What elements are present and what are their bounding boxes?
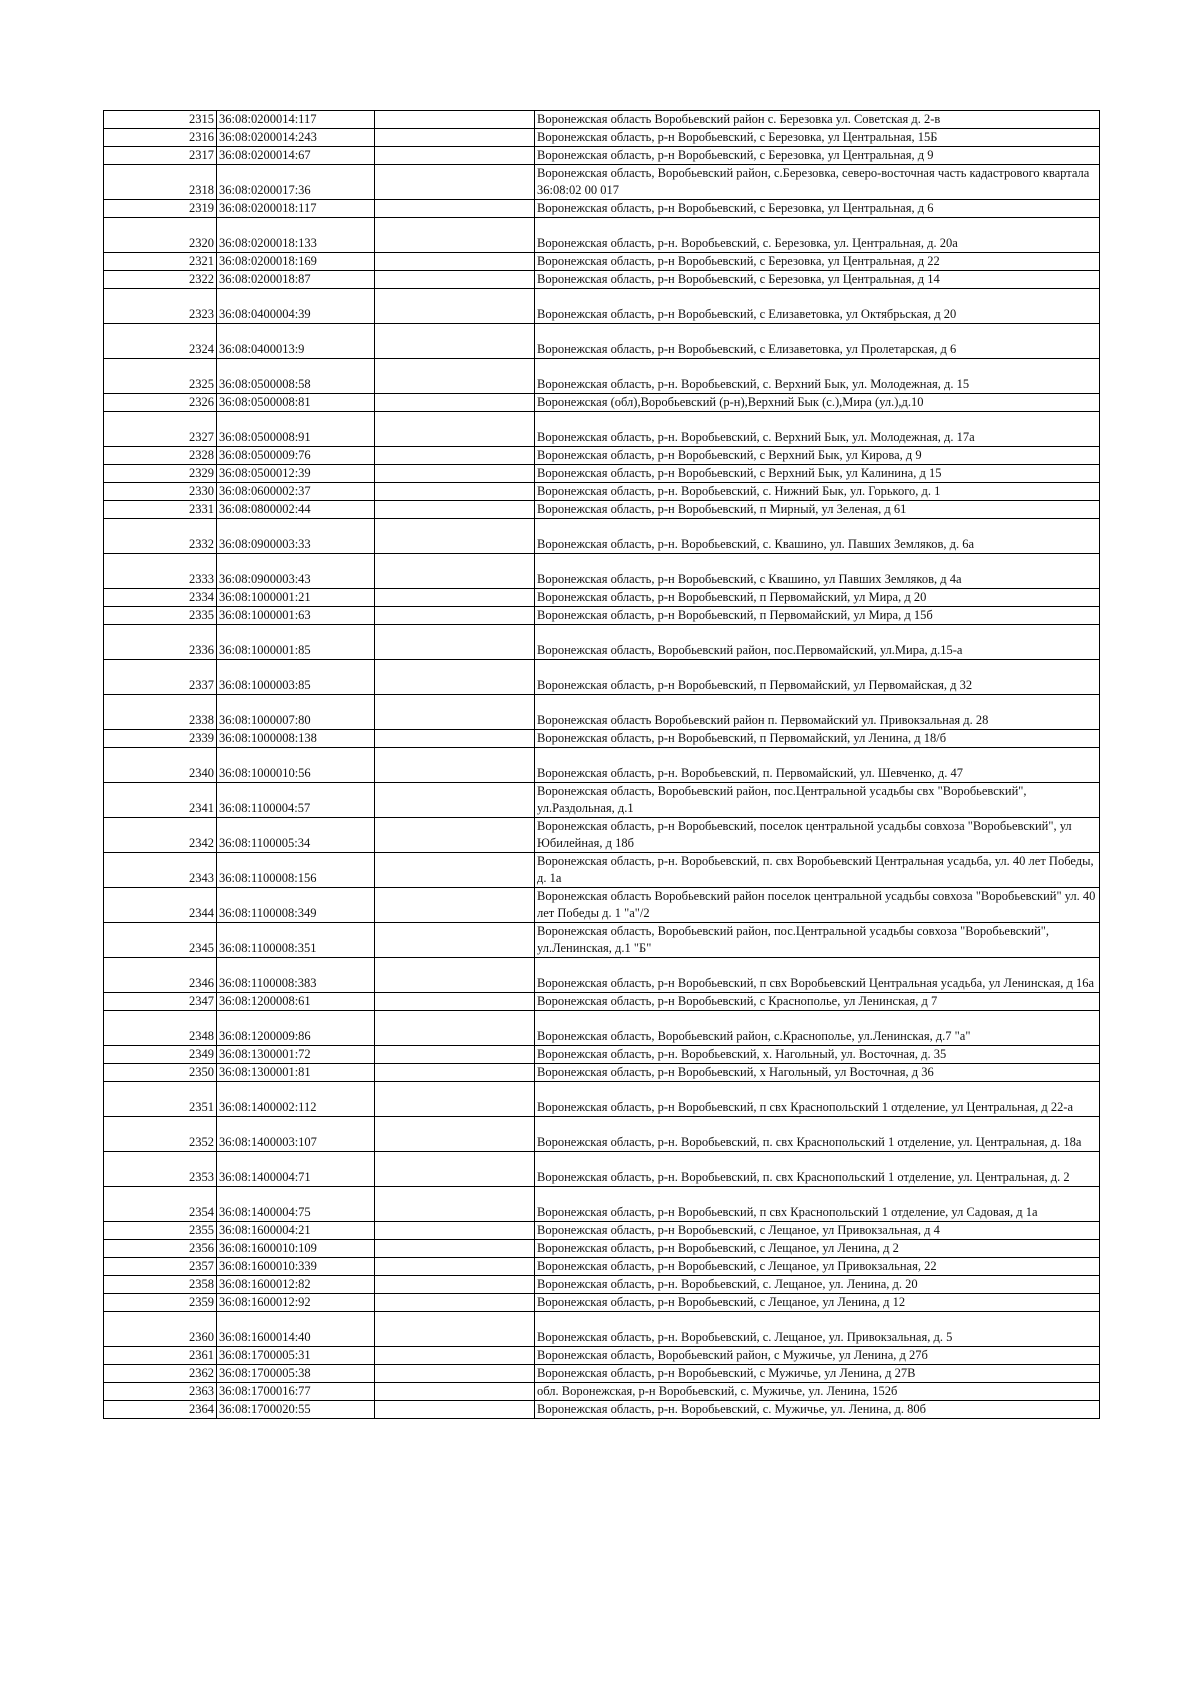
cadastral-number: 36:08:0500008:91 [217, 412, 375, 447]
table-row [104, 253, 1100, 271]
table-row [104, 748, 1100, 783]
cadastral-number: 36:08:1600014:40 [217, 1312, 375, 1347]
cadastral-number: 36:08:1100004:57 [217, 783, 375, 818]
empty-cell [375, 253, 535, 271]
row-number: 2343 [104, 853, 217, 888]
cadastral-number: 36:08:1100005:34 [217, 818, 375, 853]
empty-cell [375, 958, 535, 993]
row-number: 2345 [104, 923, 217, 958]
address-cell: Воронежская область, р-н Воробьевский, п Первомайский, ул Мира, д 15б [535, 607, 1100, 625]
empty-cell [375, 1222, 535, 1240]
cadastral-number: 36:08:1400004:75 [217, 1187, 375, 1222]
table-row [104, 111, 1100, 129]
table-row [104, 501, 1100, 519]
empty-cell [375, 607, 535, 625]
table-row [104, 607, 1100, 625]
table-row [104, 1064, 1100, 1082]
cadastral-number: 36:08:1700020:55 [217, 1401, 375, 1419]
address-cell: Воронежская область, р-н Воробьевский, поселок центральной усадьбы совхоза "Воробьевский", ул Юбилейная, д 18б [535, 818, 1100, 853]
empty-cell [375, 625, 535, 660]
address-cell: Воронежская область, р-н. Воробьевский, с. Верхний Бык, ул. Молодежная, д. 15 [535, 359, 1100, 394]
address-cell: Воронежская область, р-н Воробьевский, с Березовка, ул Центральная, д 14 [535, 271, 1100, 289]
empty-cell [375, 660, 535, 695]
address-cell: Воронежская область, Воробьевский район, пос.Первомайский, ул.Мира, д.15-а [535, 625, 1100, 660]
empty-cell [375, 1312, 535, 1347]
row-number: 2333 [104, 554, 217, 589]
cadastral-number: 36:08:1200008:61 [217, 993, 375, 1011]
table-row [104, 147, 1100, 165]
address-cell: Воронежская область, р-н. Воробьевский, с. Квашино, ул. Павших Земляков, д. 6а [535, 519, 1100, 554]
row-number: 2351 [104, 1082, 217, 1117]
table-row [104, 1347, 1100, 1365]
table-row [104, 1046, 1100, 1064]
cadastral-number: 36:08:1000001:63 [217, 607, 375, 625]
cadastral-number: 36:08:1700005:38 [217, 1365, 375, 1383]
row-number: 2323 [104, 289, 217, 324]
row-number: 2330 [104, 483, 217, 501]
table-row [104, 923, 1100, 958]
address-cell: Воронежская область, р-н Воробьевский, с Березовка, ул Центральная, д 9 [535, 147, 1100, 165]
empty-cell [375, 200, 535, 218]
table-row [104, 1383, 1100, 1401]
address-cell: Воронежская область, р-н Воробьевский, с Березовка, ул Центральная, д 6 [535, 200, 1100, 218]
empty-cell [375, 1401, 535, 1419]
empty-cell [375, 554, 535, 589]
row-number: 2358 [104, 1276, 217, 1294]
table-row [104, 129, 1100, 147]
address-cell: Воронежская область, р-н Воробьевский, с Лещаное, ул Привокзальная, д 4 [535, 1222, 1100, 1240]
row-number: 2364 [104, 1401, 217, 1419]
empty-cell [375, 483, 535, 501]
row-number: 2356 [104, 1240, 217, 1258]
cadastral-number: 36:08:0200017:36 [217, 165, 375, 200]
row-number: 2318 [104, 165, 217, 200]
address-cell: Воронежская область, р-н. Воробьевский, п. свх Воробьевский Центральная усадьба, ул. 40 лет Победы, д. 1а [535, 853, 1100, 888]
cadastral-number: 36:08:1000001:85 [217, 625, 375, 660]
empty-cell [375, 1064, 535, 1082]
row-number: 2341 [104, 783, 217, 818]
row-number: 2317 [104, 147, 217, 165]
address-cell: Воронежская область, р-н Воробьевский, п свх Воробьевский Центральная усадьба, ул Ленинская, д 16а [535, 958, 1100, 993]
empty-cell [375, 1240, 535, 1258]
row-number: 2328 [104, 447, 217, 465]
table-row [104, 519, 1100, 554]
address-cell: Воронежская область, р-н. Воробьевский, с. Мужичье, ул. Ленина, д. 80б [535, 1401, 1100, 1419]
address-cell: Воронежская область, р-н Воробьевский, с Верхний Бык, ул Калинина, д 15 [535, 465, 1100, 483]
address-cell: Воронежская область, р-н Воробьевский, с Верхний Бык, ул Кирова, д 9 [535, 447, 1100, 465]
empty-cell [375, 1365, 535, 1383]
row-number: 2360 [104, 1312, 217, 1347]
table-row [104, 483, 1100, 501]
address-cell: Воронежская область, р-н Воробьевский, п Первомайский, ул Ленина, д 18/б [535, 730, 1100, 748]
row-number: 2321 [104, 253, 217, 271]
table-row [104, 1082, 1100, 1117]
table-row [104, 888, 1100, 923]
row-number: 2340 [104, 748, 217, 783]
cadastral-number: 36:08:0600002:37 [217, 483, 375, 501]
row-number: 2325 [104, 359, 217, 394]
empty-cell [375, 412, 535, 447]
cadastral-number: 36:08:0200018:169 [217, 253, 375, 271]
row-number: 2322 [104, 271, 217, 289]
cadastral-number: 36:08:1100008:349 [217, 888, 375, 923]
empty-cell [375, 730, 535, 748]
table-row [104, 783, 1100, 818]
address-cell: Воронежская область, р-н Воробьевский, с Лещаное, ул Привокзальная, 22 [535, 1258, 1100, 1276]
empty-cell [375, 147, 535, 165]
row-number: 2336 [104, 625, 217, 660]
cadastral-number: 36:08:1400003:107 [217, 1117, 375, 1152]
row-number: 2357 [104, 1258, 217, 1276]
address-cell: Воронежская область, р-н. Воробьевский, х. Нагольный, ул. Восточная, д. 35 [535, 1046, 1100, 1064]
cadastral-number: 36:08:0900003:33 [217, 519, 375, 554]
empty-cell [375, 218, 535, 253]
empty-cell [375, 394, 535, 412]
cadastral-number: 36:08:1600012:92 [217, 1294, 375, 1312]
empty-cell [375, 1117, 535, 1152]
empty-cell [375, 447, 535, 465]
row-number: 2363 [104, 1383, 217, 1401]
table-row [104, 465, 1100, 483]
table-row [104, 818, 1100, 853]
cadastral-number: 36:08:0500008:81 [217, 394, 375, 412]
address-cell: Воронежская область, р-н Воробьевский, п Мирный, ул Зеленая, д 61 [535, 501, 1100, 519]
table-row [104, 993, 1100, 1011]
address-cell: Воронежская область, р-н Воробьевский, с Елизаветовка, ул Пролетарская, д 6 [535, 324, 1100, 359]
empty-cell [375, 1276, 535, 1294]
row-number: 2332 [104, 519, 217, 554]
row-number: 2334 [104, 589, 217, 607]
cadastral-number: 36:08:0200014:67 [217, 147, 375, 165]
table-row [104, 412, 1100, 447]
row-number: 2320 [104, 218, 217, 253]
empty-cell [375, 1294, 535, 1312]
cadastral-number: 36:08:1400002:112 [217, 1082, 375, 1117]
row-number: 2324 [104, 324, 217, 359]
address-cell: Воронежская область, р-н Воробьевский, п свх Краснопольский 1 отделение, ул Садовая, д 1а [535, 1187, 1100, 1222]
table-row [104, 1240, 1100, 1258]
table-row [104, 324, 1100, 359]
row-number: 2335 [104, 607, 217, 625]
address-cell: Воронежская область Воробьевский район п. Первомайский ул. Привокзальная д. 28 [535, 695, 1100, 730]
row-number: 2331 [104, 501, 217, 519]
table-row [104, 660, 1100, 695]
empty-cell [375, 465, 535, 483]
address-cell: Воронежская область, р-н Воробьевский, п Первомайский, ул Первомайская, д 32 [535, 660, 1100, 695]
row-number: 2346 [104, 958, 217, 993]
table-row [104, 1365, 1100, 1383]
empty-cell [375, 519, 535, 554]
address-cell: Воронежская область, Воробьевский район, с.Краснополье, ул.Ленинская, д.7 "а" [535, 1011, 1100, 1046]
row-number: 2362 [104, 1365, 217, 1383]
cadastral-number: 36:08:0200014:243 [217, 129, 375, 147]
row-number: 2361 [104, 1347, 217, 1365]
cadastral-number: 36:08:1600010:109 [217, 1240, 375, 1258]
empty-cell [375, 589, 535, 607]
address-cell: Воронежская область, р-н. Воробьевский, п. свх Краснопольский 1 отделение, ул. Центральная, д. 2 [535, 1152, 1100, 1187]
empty-cell [375, 129, 535, 147]
cadastral-number: 36:08:1600012:82 [217, 1276, 375, 1294]
cadastral-number: 36:08:1000003:85 [217, 660, 375, 695]
address-cell: Воронежская область, р-н. Воробьевский, п. свх Краснопольский 1 отделение, ул. Центральная, д. 18а [535, 1117, 1100, 1152]
address-cell: Воронежская область, р-н Воробьевский, п свх Краснопольский 1 отделение, ул Центральная, д 22-а [535, 1082, 1100, 1117]
table-row [104, 394, 1100, 412]
table-row [104, 1011, 1100, 1046]
cadastral-number: 36:08:1300001:72 [217, 1046, 375, 1064]
address-cell: Воронежская область, р-н Воробьевский, х Нагольный, ул Восточная, д 36 [535, 1064, 1100, 1082]
row-number: 2316 [104, 129, 217, 147]
cadastral-number: 36:08:0800002:44 [217, 501, 375, 519]
address-cell: Воронежская область Воробьевский район с. Березовка ул. Советская д. 2-в [535, 111, 1100, 129]
row-number: 2354 [104, 1187, 217, 1222]
address-cell: Воронежская область, р-н Воробьевский, с Лещаное, ул Ленина, д 2 [535, 1240, 1100, 1258]
row-number: 2359 [104, 1294, 217, 1312]
empty-cell [375, 1347, 535, 1365]
empty-cell [375, 1011, 535, 1046]
table-row [104, 200, 1100, 218]
table-row [104, 289, 1100, 324]
empty-cell [375, 501, 535, 519]
property-table [103, 110, 1100, 1419]
table-row [104, 625, 1100, 660]
address-cell: Воронежская область, р-н. Воробьевский, с. Березовка, ул. Центральная, д. 20а [535, 218, 1100, 253]
table-row [104, 271, 1100, 289]
empty-cell [375, 359, 535, 394]
row-number: 2342 [104, 818, 217, 853]
cadastral-number: 36:08:1100008:351 [217, 923, 375, 958]
address-cell: Воронежская область, р-н Воробьевский, с Квашино, ул Павших Земляков, д 4а [535, 554, 1100, 589]
row-number: 2355 [104, 1222, 217, 1240]
row-number: 2349 [104, 1046, 217, 1064]
table-row [104, 1117, 1100, 1152]
empty-cell [375, 748, 535, 783]
address-cell: Воронежская область, Воробьевский район, пос.Центральной усадьбы совхоза "Воробьевский", ул.Ленинская, д.1 "Б" [535, 923, 1100, 958]
table-row [104, 853, 1100, 888]
empty-cell [375, 165, 535, 200]
empty-cell [375, 1258, 535, 1276]
table-row [104, 958, 1100, 993]
table-row [104, 1276, 1100, 1294]
address-cell: Воронежская область, р-н. Воробьевский, с. Нижний Бык, ул. Горького, д. 1 [535, 483, 1100, 501]
cadastral-number: 36:08:0200014:117 [217, 111, 375, 129]
empty-cell [375, 818, 535, 853]
cadastral-number: 36:08:1100008:383 [217, 958, 375, 993]
table-body [104, 111, 1100, 1419]
document-page [103, 110, 1099, 1419]
address-cell: Воронежская область Воробьевский район поселок центральной усадьбы совхоза "Воробьевский" ул. 40 лет Победы д. 1 "а"/2 [535, 888, 1100, 923]
row-number: 2315 [104, 111, 217, 129]
empty-cell [375, 1187, 535, 1222]
table-row [104, 554, 1100, 589]
row-number: 2327 [104, 412, 217, 447]
row-number: 2350 [104, 1064, 217, 1082]
cadastral-number: 36:08:1700005:31 [217, 1347, 375, 1365]
cadastral-number: 36:08:0500012:39 [217, 465, 375, 483]
cadastral-number: 36:08:0200018:117 [217, 200, 375, 218]
empty-cell [375, 923, 535, 958]
empty-cell [375, 289, 535, 324]
empty-cell [375, 993, 535, 1011]
empty-cell [375, 1046, 535, 1064]
table-row [104, 447, 1100, 465]
empty-cell [375, 324, 535, 359]
empty-cell [375, 111, 535, 129]
address-cell: Воронежская область, р-н Воробьевский, с Березовка, ул Центральная, д 22 [535, 253, 1100, 271]
row-number: 2337 [104, 660, 217, 695]
cadastral-number: 36:08:1700016:77 [217, 1383, 375, 1401]
row-number: 2319 [104, 200, 217, 218]
table-row [104, 695, 1100, 730]
cadastral-number: 36:08:1200009:86 [217, 1011, 375, 1046]
address-cell: Воронежская область, Воробьевский район, с Мужичье, ул Ленина, д 27б [535, 1347, 1100, 1365]
address-cell: обл. Воронежская, р-н Воробьевский, с. Мужичье, ул. Ленина, 152б [535, 1383, 1100, 1401]
cadastral-number: 36:08:0500008:58 [217, 359, 375, 394]
address-cell: Воронежская область, Воробьевский район, пос.Центральной усадьбы свх "Воробьевский", ул.Раздольная, д.1 [535, 783, 1100, 818]
empty-cell [375, 1082, 535, 1117]
row-number: 2353 [104, 1152, 217, 1187]
address-cell: Воронежская (обл),Воробьевский (р-н),Верхний Бык (с.),Мира (ул.),д.10 [535, 394, 1100, 412]
address-cell: Воронежская область, р-н Воробьевский, с Краснополье, ул Ленинская, д 7 [535, 993, 1100, 1011]
row-number: 2338 [104, 695, 217, 730]
table-row [104, 218, 1100, 253]
table-row [104, 1401, 1100, 1419]
row-number: 2326 [104, 394, 217, 412]
table-row [104, 359, 1100, 394]
cadastral-number: 36:08:1100008:156 [217, 853, 375, 888]
address-cell: Воронежская область, р-н Воробьевский, с Лещаное, ул Ленина, д 12 [535, 1294, 1100, 1312]
address-cell: Воронежская область, Воробьевский район, с.Березовка, северо-восточная часть кадастрового квартала 36:08:02 00 017 [535, 165, 1100, 200]
address-cell: Воронежская область, р-н Воробьевский, с Березовка, ул Центральная, 15Б [535, 129, 1100, 147]
empty-cell [375, 853, 535, 888]
cadastral-number: 36:08:0200018:133 [217, 218, 375, 253]
table-row [104, 1312, 1100, 1347]
row-number: 2347 [104, 993, 217, 1011]
cadastral-number: 36:08:1600004:21 [217, 1222, 375, 1240]
table-row [104, 165, 1100, 200]
table-row [104, 1222, 1100, 1240]
cadastral-number: 36:08:1400004:71 [217, 1152, 375, 1187]
empty-cell [375, 1152, 535, 1187]
cadastral-number: 36:08:0200018:87 [217, 271, 375, 289]
cadastral-number: 36:08:0500009:76 [217, 447, 375, 465]
empty-cell [375, 888, 535, 923]
address-cell: Воронежская область, р-н. Воробьевский, с. Лещаное, ул. Ленина, д. 20 [535, 1276, 1100, 1294]
cadastral-number: 36:08:1000008:138 [217, 730, 375, 748]
table-row [104, 589, 1100, 607]
cadastral-number: 36:08:0400013:9 [217, 324, 375, 359]
empty-cell [375, 783, 535, 818]
empty-cell [375, 271, 535, 289]
address-cell: Воронежская область, р-н Воробьевский, с Елизаветовка, ул Октябрьская, д 20 [535, 289, 1100, 324]
table-row [104, 1258, 1100, 1276]
cadastral-number: 36:08:1000010:56 [217, 748, 375, 783]
table-row [104, 730, 1100, 748]
table-row [104, 1152, 1100, 1187]
cadastral-number: 36:08:0400004:39 [217, 289, 375, 324]
cadastral-number: 36:08:1300001:81 [217, 1064, 375, 1082]
table-row [104, 1187, 1100, 1222]
address-cell: Воронежская область, р-н. Воробьевский, с. Лещаное, ул. Привокзальная, д. 5 [535, 1312, 1100, 1347]
row-number: 2344 [104, 888, 217, 923]
table-row [104, 1294, 1100, 1312]
address-cell: Воронежская область, р-н Воробьевский, п Первомайский, ул Мира, д 20 [535, 589, 1100, 607]
address-cell: Воронежская область, р-н. Воробьевский, с. Верхний Бык, ул. Молодежная, д. 17а [535, 412, 1100, 447]
cadastral-number: 36:08:1600010:339 [217, 1258, 375, 1276]
row-number: 2339 [104, 730, 217, 748]
cadastral-number: 36:08:0900003:43 [217, 554, 375, 589]
row-number: 2352 [104, 1117, 217, 1152]
cadastral-number: 36:08:1000007:80 [217, 695, 375, 730]
empty-cell [375, 1383, 535, 1401]
address-cell: Воронежская область, р-н. Воробьевский, п. Первомайский, ул. Шевченко, д. 47 [535, 748, 1100, 783]
empty-cell [375, 695, 535, 730]
row-number: 2329 [104, 465, 217, 483]
cadastral-number: 36:08:1000001:21 [217, 589, 375, 607]
row-number: 2348 [104, 1011, 217, 1046]
address-cell: Воронежская область, р-н Воробьевский, с Мужичье, ул Ленина, д 27В [535, 1365, 1100, 1383]
